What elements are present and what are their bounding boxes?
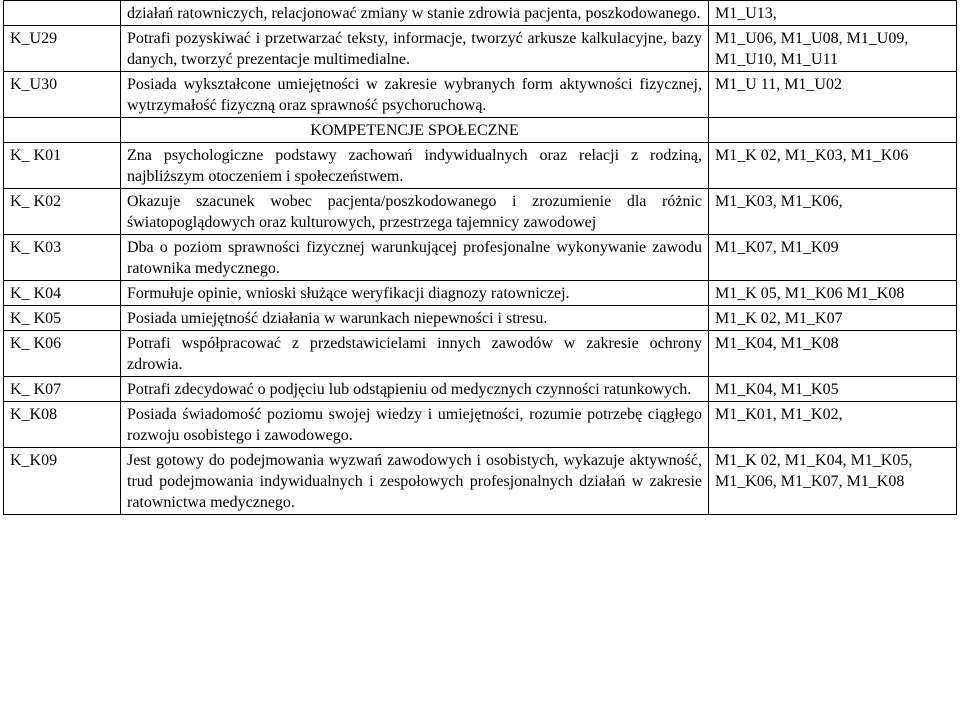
outcome-code [4, 1, 121, 26]
outcome-code: K_ K06 [4, 331, 121, 377]
table-row [4, 377, 957, 402]
outcome-code: K_ K04 [4, 281, 121, 306]
outcome-references: M1_U13, [709, 1, 957, 26]
table-row [4, 143, 957, 189]
outcome-description: Posiada świadomość poziomu swojej wiedzy i umiejętności, rozumie potrzebę ciągłego rozwoju osobistego i zawodowego. [121, 402, 709, 448]
outcome-references: M1_K04, M1_K05 [709, 377, 957, 402]
outcome-code: K_ K02 [4, 189, 121, 235]
outcome-code: K_U29 [4, 26, 121, 72]
table-row [4, 72, 957, 118]
table-row [4, 331, 957, 377]
table-row [4, 189, 957, 235]
outcome-references: M1_K 02, M1_K03, M1_K06 [709, 143, 957, 189]
outcome-description: działań ratowniczych, relacjonować zmiany w stanie zdrowia pacjenta, poszkodowanego. [121, 1, 709, 26]
outcome-code: K_K08 [4, 402, 121, 448]
outcome-code: K_ K05 [4, 306, 121, 331]
outcome-description: Okazuje szacunek wobec pacjenta/poszkodowanego i zrozumienie dla różnic światopoglądowych oraz kulturowych, przestrzega tajemnicy zawodowej [121, 189, 709, 235]
section-header-row [4, 118, 957, 143]
outcome-code: K_U30 [4, 72, 121, 118]
outcome-code: K_ K01 [4, 143, 121, 189]
table-row [4, 281, 957, 306]
outcome-description: Zna psychologiczne podstawy zachowań indywidualnych oraz relacji z rodziną, najbliższym otoczeniem i społeczeństwem. [121, 143, 709, 189]
learning-outcomes-table [3, 0, 957, 515]
section-refs-cell [709, 118, 957, 143]
outcome-description: Potrafi zdecydować o podjęciu lub odstąpieniu od medycznych czynności ratunkowych. [121, 377, 709, 402]
outcome-references: M1_U06, M1_U08, M1_U09, M1_U10, M1_U11 [709, 26, 957, 72]
outcome-description: Posiada wykształcone umiejętności w zakresie wybranych form aktywności fizycznej, wytrzymałość fizyczną oraz sprawność psychoruchową. [121, 72, 709, 118]
outcome-code: K_ K03 [4, 235, 121, 281]
outcome-code: K_ K07 [4, 377, 121, 402]
table-row [4, 402, 957, 448]
outcome-references: M1_K 05, M1_K06 M1_K08 [709, 281, 957, 306]
outcome-references: M1_K03, M1_K06, [709, 189, 957, 235]
table-row [4, 235, 957, 281]
section-code-cell [4, 118, 121, 143]
outcome-description: Potrafi pozyskiwać i przetwarzać teksty, informacje, tworzyć arkusze kalkulacyjne, bazy danych, tworzyć prezentacje multimedialne. [121, 26, 709, 72]
table-row [4, 448, 957, 515]
section-title: KOMPETENCJE SPOŁECZNE [121, 118, 709, 143]
outcome-description: Potrafi współpracować z przedstawicielami innych zawodów w zakresie ochrony zdrowia. [121, 331, 709, 377]
table-row [4, 26, 957, 72]
table-row [4, 306, 957, 331]
outcome-references: M1_K04, M1_K08 [709, 331, 957, 377]
outcome-references: M1_U 11, M1_U02 [709, 72, 957, 118]
outcome-references: M1_K 02, M1_K04, M1_K05, M1_K06, M1_K07, M1_K08 [709, 448, 957, 515]
outcome-description: Jest gotowy do podejmowania wyzwań zawodowych i osobistych, wykazuje aktywność, trud podejmowania indywidualnych i zespołowych profesjonalnych działań w zakresie ratownictwa medycznego. [121, 448, 709, 515]
outcome-references: M1_K 02, M1_K07 [709, 306, 957, 331]
table-row [4, 1, 957, 26]
outcome-description: Posiada umiejętność działania w warunkach niepewności i stresu. [121, 306, 709, 331]
outcome-description: Dba o poziom sprawności fizycznej warunkującej profesjonalne wykonywanie zawodu ratownika medycznego. [121, 235, 709, 281]
outcome-code: K_K09 [4, 448, 121, 515]
outcome-references: M1_K01, M1_K02, [709, 402, 957, 448]
outcome-description: Formułuje opinie, wnioski służące weryfikacji diagnozy ratowniczej. [121, 281, 709, 306]
outcome-references: M1_K07, M1_K09 [709, 235, 957, 281]
